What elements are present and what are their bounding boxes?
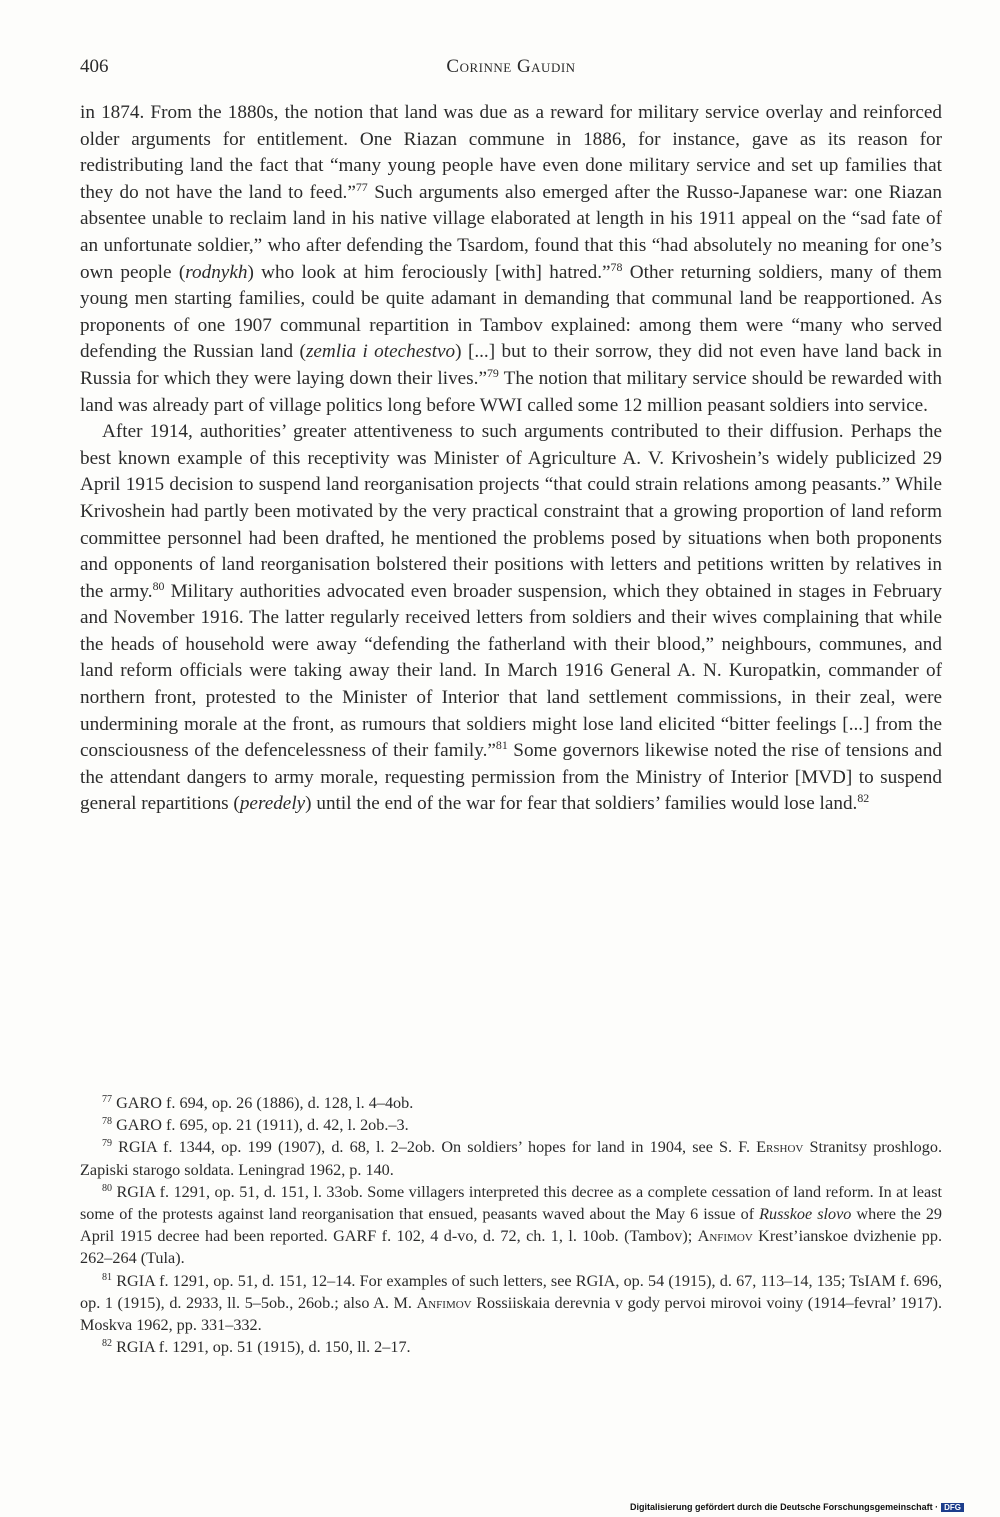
- text-run: Stranitsy proshlogo. Zapiski starogo soldata. Leningrad 1962, p. 140.: [80, 1138, 942, 1179]
- text-run: RGIA f. 1291, op. 51, d. 151, l. 33ob. Some villagers interpreted this decree as a complete cessation of land reform. In at least some of the protests against land reorganisation that ensued, peasants waved about the May 6 issue of: [80, 1182, 942, 1224]
- text-run: RGIA f. 1344, op. 199 (1907), d. 68, l. 2–2ob. On soldiers’ hopes for land in 1904, see S. F.: [112, 1138, 757, 1157]
- footnotes: [80, 1092, 942, 1358]
- text-run: where the 29 April 1915 decree had been reported. GARF f. 102, 4 d-vo, d. 72, ch. 1, l. 10ob. (Tambov);: [80, 1205, 943, 1246]
- text-run: GARO f. 695, op. 21 (1911), d. 42, l. 2ob.–3.: [112, 1116, 409, 1135]
- text-run: Some governors likewise noted the rise of tensions and the attendant dangers to army morale, requesting permission from the Ministry of Interior [MVD] to suspend general repartitions (: [80, 740, 943, 815]
- italic-term: Russkoe slovo: [759, 1205, 852, 1224]
- footnote-ref: 82: [857, 791, 870, 806]
- text-run: RGIA f. 1291, op. 51 (1915), d. 150, ll. 2–17.: [112, 1338, 411, 1357]
- body-paragraph: [80, 419, 942, 818]
- dfg-logo: DFG: [941, 1503, 964, 1512]
- italic-term: zemlia i otechestvo: [305, 341, 456, 363]
- footnote-ref: 77: [355, 179, 368, 194]
- footnote: [80, 1136, 942, 1180]
- italic-term: peredely: [239, 793, 306, 815]
- author-name: Anfimov: [416, 1293, 472, 1312]
- running-head-author: Corinne Gaudin: [446, 56, 576, 77]
- text-run: ) until the end of the war for fear that soldiers’ families would lose land.: [305, 793, 858, 815]
- footnote: [80, 1092, 942, 1114]
- text-run: GARO f. 694, op. 26 (1886), d. 128, l. 4–4ob.: [112, 1094, 414, 1112]
- body-paragraph: [80, 100, 942, 419]
- footnote-ref: 81: [102, 1271, 113, 1283]
- text-run: The notion that military service should be rewarded with land was already part of village politics long before WWI called some 12 million peasant soldiers into service.: [80, 367, 943, 416]
- text-run: ) [...] but to their sorrow, they did not even have land back in Russia for which they were laying down their lives.”: [80, 341, 943, 389]
- footnote-ref: 78: [102, 1116, 113, 1128]
- footnote: [80, 1114, 942, 1136]
- footnote-ref: 80: [152, 578, 165, 593]
- footnote-ref: 77: [102, 1093, 113, 1105]
- footnote-ref: 82: [102, 1338, 113, 1350]
- text-run: in 1874. From the 1880s, the notion that land was due as a reward for military service overlay and reinforced older arguments for entitlement. One Riazan commune in 1886, for instance, gave as its reason for redistributing land the fact that “many young people have even done military service and set up families that they do not have the land to feed.”: [80, 102, 942, 203]
- text-run: Other returning soldiers, many of them young men starting families, could be quite adamant in demanding that communal land be reapportioned. As proponents of one 1907 communal repartition in Tambov explained: among them were “many who served defending the Russian land (: [80, 261, 942, 363]
- page-number: 406: [80, 56, 109, 77]
- author-name: Anfimov: [697, 1227, 753, 1246]
- credit-text: Digitalisierung gefördert durch die Deutsche Forschungsgemeinschaft ·: [630, 1502, 939, 1512]
- text-run: After 1914, authorities’ greater attentiveness to such arguments contributed to their diffusion. Perhaps the best known example of this receptivity was Minister of Agriculture A. V. Krivoshein’s widely publicized 29 April 1915 decision to suspend land reorganisation projects “that could strain relations among peasants.” While Krivoshein had partly been motivated by the very practical constraint that a growing proportion of land reform committee personnel had been drafted, he mentioned the problems posed by situations when both proponents and opponents of land reorganisation bolstered their positions with letters and petitions written by relatives in the army.: [80, 421, 942, 602]
- text-run: Rossiiskaia derevnia v gody pervoi mirovoi voiny (1914–fevral’ 1917). Moskva 1962, pp. 331–332.: [80, 1293, 942, 1335]
- text-run: ) who look at him ferociously [with] hatred.”: [247, 261, 611, 283]
- main-text: [80, 100, 942, 818]
- italic-term: rodnykh: [185, 261, 248, 283]
- footnote: [80, 1270, 942, 1337]
- text-run: Military authorities advocated even broader suspension, which they obtained in stages in February and November 1916. The latter regularly received letters from soldiers and their wives complaining that while the heads of household were away “defending the fatherland with their blood,” neighbours, communes, and land reform officials were taking away their land. In March 1916 General A. N. Kuropatkin, commander of northern front, protested to the Minister of Interior that land settlement commissions, in their zeal, were undermining morale at the front, as rumours that soldiers might lose land elicited “bitter feelings [...] from the consciousness of the defencelessness of their family.”: [80, 580, 942, 762]
- footnote-ref: 80: [102, 1182, 113, 1194]
- footnote: [80, 1336, 942, 1358]
- footnote: [80, 1181, 942, 1270]
- footnote-ref: 79: [486, 365, 499, 380]
- author-name: Ershov: [756, 1138, 804, 1157]
- footnote-ref: 79: [102, 1138, 113, 1150]
- page-header: [80, 56, 942, 84]
- footnote-ref: 81: [495, 738, 508, 753]
- digitization-credit: [630, 1502, 964, 1512]
- text-run: Krest’ianskoe dvizhenie pp. 262–264 (Tula).: [80, 1227, 942, 1268]
- footnote-ref: 78: [610, 259, 623, 274]
- text-run: RGIA f. 1291, op. 51, d. 151, 12–14. For examples of such letters, see RGIA, op. 54 (1915), d. 67, 113–14, 135; TsIAM f. 696, op. 1 (1915), d. 2933, ll. 5–5ob., 26ob.; also A. M.: [80, 1271, 942, 1312]
- text-run: Such arguments also emerged after the Russo-Japanese war: one Riazan absentee unable to reclaim land in his native village elaborated at length in his 1911 appeal on the “sad fate of an unfortunate soldier,” who after defending the Tsardom, found that this “had absolutely no meaning for one’s own people (: [80, 181, 942, 283]
